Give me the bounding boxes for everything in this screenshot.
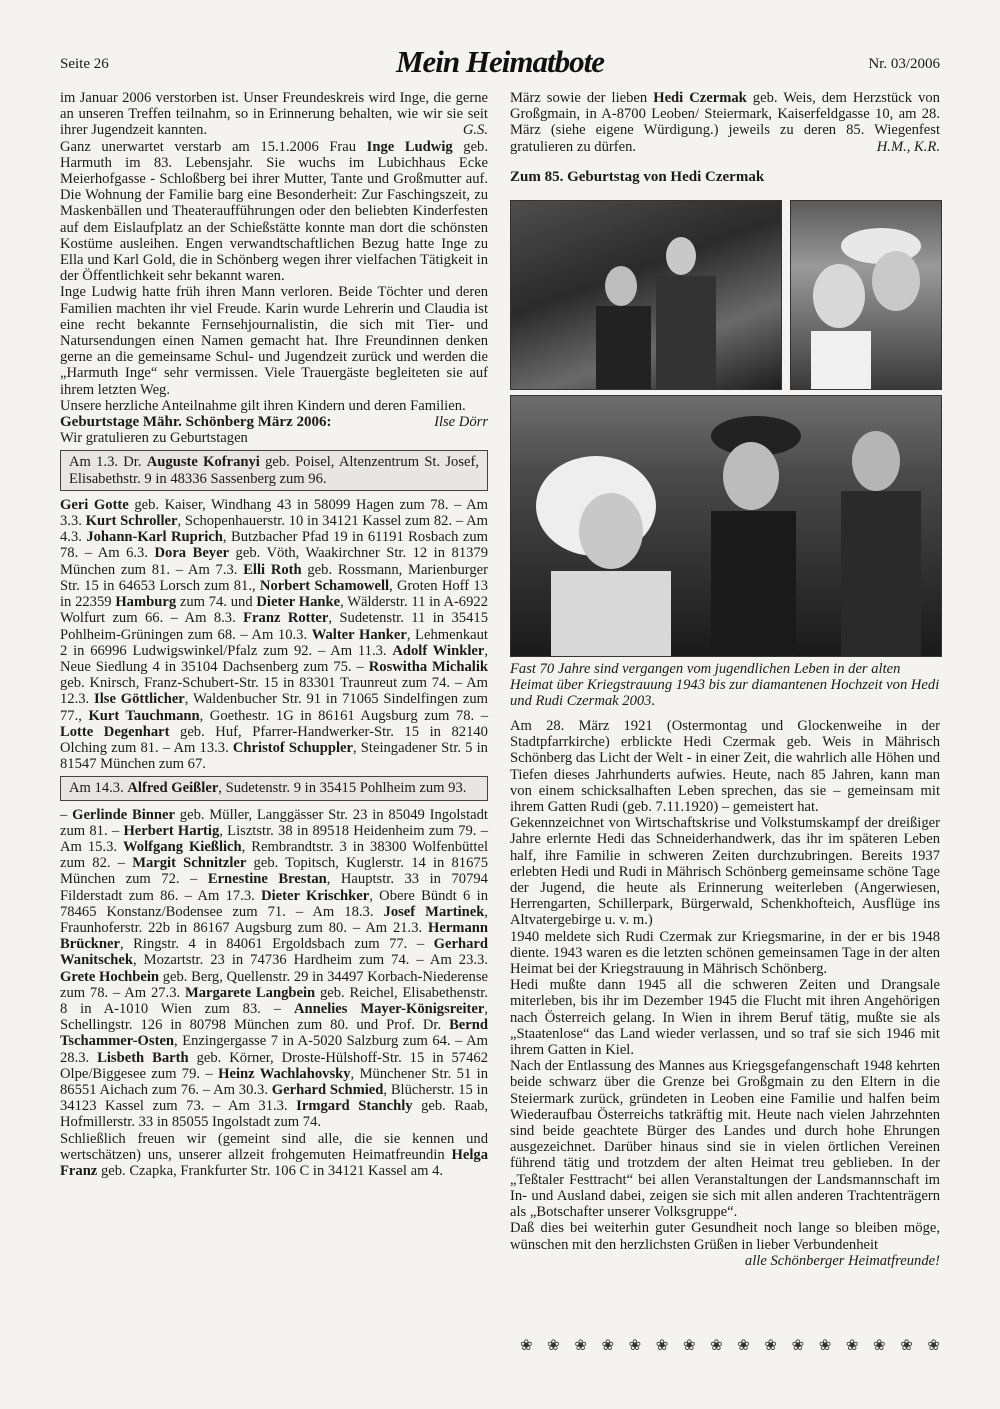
birthday-details: , Hauptstr. 33 in 70794 Filderstadt zum 86. – Am 17.3. <box>60 871 488 904</box>
paragraph: Am 28. März 1921 (Ostermontag und Glockenweihe in der Stadtpfarrkirche) erblickte Hedi Czermak geb. Weis in Mährisch Schönberg das Licht der Welt - in einer Zeit, die wahrlich alle Höhen und Tiefen dieses Jahrhunderts aufwies. Heute, nach 85 Jahren, kann man von einem schicksalhaften Leben sprechen, das sie – gemeinsam mit ihrem Gatten Rudi (geb. 7.11.1920) – gemeistert hat. <box>510 718 940 816</box>
flower-ornament-icon: ❀ <box>764 1338 777 1354</box>
birthday-details: , Lehmenkaut 2 in 66996 Ludwigswinkel/Pfalz zum 92. – Am 11.3. <box>60 626 488 659</box>
birthday-name: Johann-Karl Ruprich <box>86 529 223 546</box>
paragraph: 1940 meldete sich Rudi Czermak zur Kriegsmarine, in der er bis 1948 diente. 1943 waren es die letzten schönen gemeinsamen Tage in der alten Heimat bei der Kriegstrauung in Mährisch Schönberg. <box>510 928 940 978</box>
paragraph: Hedi mußte dann 1945 all die schweren Zeiten und Drangsale miterleben, bis ihr im Dezember 1945 die Flucht mit ihren Angehörigen nach Österreich gelang. In Wien in ihrem Beruf tätig, mußte sie als „Staatenlose“ das Land wieder verlassen, und so traf sie sich 1946 mit ihrem Gatten in Kiel. <box>510 977 940 1059</box>
highlight-box: Am 1.3. Dr. Auguste Kofranyi geb. Poisel, Altenzentrum St. Josef, Elisabethstr. 9 in 48336 Sassenberg zum 96. <box>60 450 488 490</box>
birthday-name: Ilse Göttlicher <box>94 691 185 708</box>
birthday-details: , Butzbacher Pfad 19 in 61191 Rosbach zum 78. – Am 6.3. <box>60 529 488 562</box>
paragraph: Gekennzeichnet von Wirtschaftskrise und Volkstumskampf der dreißiger Jahre erlernte Hedi das Schneiderhandwerk, das ihr im späteren Leben half, ihre Familie in schweren Zeiten durchzubringen. Bereits 1937 erlebten Hedi und Rudi in Mährisch Schönberg gemeinsame schöne Tage der Jugend, die heute als Erinnerung weiterleben (Angerwiesen, Herrengarten, Schillerpark, Bürgerwald, Schenkhofteich, Ausflüge ins Altvatergebirge u. v. m.) <box>510 815 940 929</box>
birthday-name: Grete Hochbein <box>60 968 160 985</box>
birthday-name: Gerlinde Binner <box>72 806 175 823</box>
birthday-name: Adolf Winkler <box>392 642 485 659</box>
birthday-details: geb. Körner, Droste-Hülshoff-Str. 15 in 57462 Olpe/Biggesee zum 79. – <box>60 1049 488 1082</box>
flower-ornament-icon: ❀ <box>710 1338 723 1354</box>
birthday-name: Hamburg <box>115 594 177 611</box>
masthead-logo: Mein Heimatbote <box>395 44 604 79</box>
birthday-name: Annelies Mayer-Königsreiter <box>293 1000 485 1017</box>
birthday-name: Walter Hanker <box>311 626 407 643</box>
birthday-details: zum 74. und <box>176 594 257 611</box>
paragraph: im Januar 2006 verstorben ist. Unser Freundeskreis wird Inge, die gerne an unseren Treffen teilnahm, so in Erinnerung behalten, wie wir sie seit ihrer Jugendzeit kannten. G.S. <box>60 90 488 139</box>
decorative-flower-row <box>520 1336 940 1355</box>
photo-young-couple <box>510 200 782 390</box>
birthday-details: , Blücherstr. 15 in 34123 Kassel zum 73. – Am 31.3. <box>60 1081 488 1115</box>
birthday-name: Lotte Degenhart <box>60 723 170 740</box>
flower-ornament-icon: ❀ <box>818 1338 832 1354</box>
birthday-details: , Goethestr. 1G in 86161 Augsburg zum 78. – <box>199 707 488 724</box>
paragraph: Inge Ludwig hatte früh ihren Mann verloren. Beide Töchter und deren Familien machten ihr viel Freude. Karin wurde Lehrerin und Claudia ist eine recht bekannte Fernsehjournalistin, die sich mit Tier- und Natursendungen einen Namen gemacht hat. Ihre Freundinnen denken gerne an die gemeinsame Schul- und Jugendzeit zurück und werden die „Harmuth Inge“ sehr vermissen. Viele Trauergäste begleiteten sie auf ihrem letzten Weg. <box>60 284 488 398</box>
birthday-details: geb. Berg, Quellenstr. 29 in 34497 Korbach-Niederense zum 78. – Am 27.3. <box>60 968 488 1001</box>
birthday-details: , Rembrandtstr. 3 in 38300 Wolfenbüttel zum 82. – <box>60 838 489 872</box>
birthday-list <box>60 497 488 772</box>
birthday-details: , Mozartstr. 23 in 74736 Hardheim zum 74. – Am 23.3. <box>132 952 488 969</box>
birthday-name: Ernestine Brestan <box>207 871 327 888</box>
author-signature: H.M., K.R. <box>876 138 940 155</box>
birthday-details: , Münchener Str. 51 in 86551 Aichach zum 76. – Am 30.3. <box>60 1065 488 1098</box>
paragraph: März sowie der lieben Hedi Czermak geb. Weis, dem Herzstück von Großgmain, in A-8700 Leoben/ Steiermark, Kaiserfeldgasse 10, am 28. März (siehe eigene Würdigung.) jeweils zu deren 85. Wiegenfest gratulieren zu dürfen. H.M., K.R. <box>510 90 940 155</box>
photo-diamond-wedding <box>510 395 942 657</box>
birthday-details: , Wälderstr. 11 in A-6922 Wolfurt zum 66. – Am 8.3. <box>60 594 488 627</box>
birthday-name: Herbert Hartig <box>123 822 220 839</box>
birthday-name: Bernd Tschammer-Osten <box>60 1017 488 1050</box>
birthday-name: Franz Rotter <box>243 610 329 627</box>
highlight-box: Am 14.3. Alfred Geißler, Sudetenstr. 9 in 35415 Pohlheim zum 93. <box>60 776 488 800</box>
flower-ornament-icon: ❀ <box>845 1338 859 1354</box>
flower-ornament-icon: ❀ <box>601 1338 615 1354</box>
birthday-details: , Waldenbucher Str. 91 in 71065 Sindelfingen zum 77., <box>60 691 488 724</box>
person-name: Inge Ludwig <box>366 138 453 155</box>
birthday-name: Josef Martinek <box>383 903 485 920</box>
birthday-details: geb. Raab, Hofmillerstr. 33 in 85055 Ingolstadt zum 74. <box>60 1098 489 1131</box>
flower-ornament-icon: ❀ <box>628 1338 642 1354</box>
paragraph: Daß dies bei weiterhin guter Gesundheit noch lange so bleiben möge, wünschen mit den herzlichsten Grüßen in lieber Verbundenheit <box>510 1220 940 1253</box>
flower-ornament-icon: ❀ <box>655 1338 669 1354</box>
birthday-list: – Gerlinde Binner geb. Müller, Langgässer Str. 23 in 85049 Ingolstadt zum 81. – Herbert Hartig, Lisztstr. 38 in 89518 Heidenheim zum 79. – Am 15.3. Wolfgang Kießlich, Rembrandtstr. 3 in 38300 Wolfenbüttel zum 82. – Margit Schnitzler geb. Topitsch, Kuglerstr. 14 in 81675 München zum 72. – Ernestine Brestan, Hauptstr. 33 in 70794 Filderstadt zum 86. – Am 17.3. Dieter Krischker, Obere Bündt 6 in 78465 Konstanz/Bodensee zum 71. – Am 18.3. Josef Martinek, Fraunhoferstr. 22b in 86167 Augsburg zum 80. – Am 21.3. Hermann Brückner, Ringstr. 4 in 84061 Ergoldsbach zum 77. – Gerhard Wanitschek, Mozartstr. 23 in 74736 Hardheim zum 74. – Am 23.3. Grete Hochbein geb. Berg, Quellenstr. 29 in 34497 Korbach-Niederense zum 78. – Am 27.3. Margarete Langbein geb. Reichel, Elisabethenstr. 8 in A-1010 Wien zum 83. – Annelies Mayer-Königsreiter, Schellingstr. 126 in 80798 München zum 80. und Prof. Dr. Bernd Tschammer-Osten, Enzingergasse 7 in A-5020 Salzburg zum 64. – Am 28.3. Lisbeth Barth geb. Körner, Droste-Hülshoff-Str. 15 in 57462 Olpe/Biggesee zum 79. – Heinz Wachlahovsky, Münchener Str. 51 in 86551 Aichach zum 76. – Am 30.3. Gerhard Schmied, Blücherstr. 15 in 34123 Kassel zum 73. – Am 31.3. Irmgard Stanchly geb. Raab, Hofmillerstr. 33 in 85055 Ingolstadt zum 74. <box>60 806 489 1131</box>
birthday-details: geb. Knirsch, Franz-Schubert-Str. 15 in 83301 Traunreut zum 74. – Am 12.3. <box>60 675 488 708</box>
paragraph: Nach der Entlassung des Mannes aus Kriegsgefangenschaft 1948 kehrten beide schwarz über die Grenze bei Großgmain zu den Eltern in die Steiermark zurück, gründeten in Leoben eine Familie und halfen beim Wiederaufbau Österreichs tatkräftig mit. Heute nach vielen Jahrzehnten sind beide geachtete Bürger des Landes und durch hohe Ehrungen ausgezeichnet. Darüber hinaus sind sie in vielen örtlichen Vereinen führend tätig und trotzdem der alten Heimat treu geblieben. In der „Teßtaler Festtracht“ bei allen Veranstaltungen der Landsmannschaft im In- und Ausland dabei, zeigen sie sich mit allen anderen Trachtenträgern als „Botschafter unserer Volksgruppe“. <box>510 1058 940 1221</box>
article-heading: Zum 85. Geburtstag von Hedi Czermak <box>510 168 765 185</box>
birthday-name: Hermann Brückner <box>60 919 488 953</box>
birthday-details: , Schopenhauerstr. 10 in 34121 Kassel zum 82. – Am 4.3. <box>60 513 488 546</box>
birthday-name: Geri Gotte <box>60 496 129 513</box>
birthday-details: , Schellingstr. 126 in 80798 München zum 80. und Prof. Dr. <box>60 1000 488 1034</box>
birthday-name: Christof Schuppler <box>232 739 353 756</box>
birthday-details: , Lisztstr. 38 in 89518 Heidenheim zum 79. – Am 15.3. <box>60 822 488 855</box>
birthday-name: Gerhard Schmied <box>271 1081 384 1098</box>
article-body <box>510 718 940 1269</box>
paragraph: Unsere herzliche Anteilnahme gilt ihren Kindern und deren Familien. Ilse Dörr <box>60 397 488 431</box>
birthday-name: Wolfgang Kießlich <box>122 838 242 855</box>
birthday-details: geb. Müller, Langgässer Str. 23 in 85049 Ingolstadt zum 81. – <box>60 806 488 839</box>
birthday-name: Margarete Langbein <box>184 984 316 1001</box>
birthday-details: geb. Kaiser, Windhang 43 in 58099 Hagen zum 78. – Am 3.3. <box>60 496 488 530</box>
birthday-details: , Enzingergasse 7 in A-5020 Salzburg zum 64. – Am 28.3. <box>60 1033 488 1066</box>
birthday-details: geb. Vöth, Waakirchner Str. 12 in 81379 München zum 81. – Am 7.3. <box>60 545 489 578</box>
birthday-details: , Groten Hoff 13 in 22359 <box>60 577 489 611</box>
left-column <box>60 90 488 1179</box>
paragraph: Ganz unerwartet verstarb am 15.1.2006 Frau Inge Ludwig geb. Harmuth im 83. Lebensjahr. Sie wuchs im Lubichhaus Ecke Meierhofgasse - Schloßberg bei ihrer Mutter, Tante und Großmutter auf. Die Wohnung der Familie barg eine Besonderheit: Zur Faschingszeit, zu Maskenbällen und Theateraufführungen oder den beliebten Kinderfesten auf dem Eislaufplatz an der Schießstätte konnte man dort die schönsten Kostüme ausleihen. Engen verwandtschaftlichen Bezug hatte Inge zu Ella und Karl Gold, die in Schönberg wegen ihrer vielfachen Tätigkeit in der Öffentlichkeit sehr bekannt waren. <box>60 138 488 285</box>
birthday-details: , Sudetenstr. 11 in 35415 Pohlheim-Grüningen zum 68. – Am 10.3. <box>60 610 488 643</box>
birthday-name: Gerhard Wanitschek <box>60 936 488 969</box>
birthday-details: geb. Reichel, Elisabethenstr. 8 in A-1010 Wien zum 83. – <box>60 984 489 1017</box>
section-heading: Geburtstage Mähr. Schönberg März 2006: <box>60 414 332 431</box>
photo-wartime-wedding <box>790 200 942 390</box>
issue-number: Nr. 03/2006 <box>868 56 940 72</box>
flower-ornament-icon: ❀ <box>682 1338 696 1354</box>
birthday-name: Kurt Tauchmann <box>88 707 200 724</box>
birthday-details: geb. Rossmann, Marienburger Str. 15 in 64653 Lorsch zum 81., <box>60 561 488 594</box>
birthday-name: Elli Roth <box>243 561 302 578</box>
birthday-details: , Obere Bündt 6 in 78465 Konstanz/Bodensee zum 71. – Am 18.3. <box>60 887 488 920</box>
photo-caption: Fast 70 Jahre sind vergangen vom jugendlichen Leben in der alten Heimat über Kriegstrauung 1943 bis zur diamantenen Hochzeit von Hedi und Rudi Czermak 2003. <box>510 661 940 710</box>
birthday-details: geb. Topitsch, Kuglerstr. 14 in 81675 München zum 72. – <box>60 855 488 888</box>
author-signature: G.S. <box>462 122 488 139</box>
birthday-name: Dieter Krischker <box>261 887 370 904</box>
birthday-name: Dora Beyer <box>154 545 230 562</box>
birthday-name: Margit Schnitzler <box>132 855 247 872</box>
right-column <box>510 90 940 185</box>
flower-ornament-icon: ❀ <box>873 1338 886 1354</box>
birthday-details: geb. Huf, Pfarrer-Handwerker-Str. 15 in 82140 Olching zum 81. – Am 13.3. <box>60 723 488 756</box>
flower-ornament-icon: ❀ <box>927 1338 940 1354</box>
birthday-name: Roswitha Michalik <box>368 658 488 675</box>
closing-signature: alle Schönberger Heimatfreunde! <box>744 1252 940 1269</box>
birthday-details: , Ringstr. 4 in 84061 Ergoldsbach zum 77. – <box>120 936 434 953</box>
flower-ornament-icon: ❀ <box>574 1338 587 1354</box>
flower-ornament-icon: ❀ <box>900 1338 913 1354</box>
page-number: Seite 26 <box>60 56 109 72</box>
birthday-name: Lisbeth Barth <box>97 1049 189 1066</box>
intro-text: Wir gratulieren zu Geburtstagen <box>60 430 248 447</box>
birthday-name: Dieter Hanke <box>256 594 341 611</box>
birthday-details: , Steingadener Str. 5 in 81547 München zum 67. <box>60 739 488 773</box>
birthday-details: , Fraunhoferstr. 22b in 86167 Augsburg zum 80. – Am 21.3. <box>60 903 488 936</box>
flower-ornament-icon: ❀ <box>791 1338 805 1354</box>
paragraph: Schließlich freuen wir (gemeint sind alle, die sie kennen und wertschätzen) uns, unserer allzeit frohgemuten Heimatfreundin Helga Franz geb. Czapka, Frankfurter Str. 106 C in 34121 Kassel am 4. <box>60 1130 488 1179</box>
flower-ornament-icon: ❀ <box>737 1338 750 1354</box>
birthday-name: Irmgard Stanchly <box>296 1098 413 1115</box>
birthday-name: Norbert Schamowell <box>259 577 390 594</box>
author-signature: Ilse Dörr <box>434 414 488 431</box>
birthday-name: Kurt Schroller <box>85 513 178 530</box>
birthday-name: Heinz Wachlahovsky <box>218 1065 351 1082</box>
flower-ornament-icon: ❀ <box>547 1338 560 1354</box>
flower-ornament-icon: ❀ <box>520 1338 533 1354</box>
photo-placeholder-graphic <box>511 396 941 656</box>
page-header <box>60 44 940 78</box>
photo-placeholder-graphic <box>511 201 781 389</box>
photo-placeholder-graphic <box>791 201 941 389</box>
birthday-details: , Neue Siedlung 4 in 35104 Dachsenberg zum 75. – <box>60 642 488 675</box>
